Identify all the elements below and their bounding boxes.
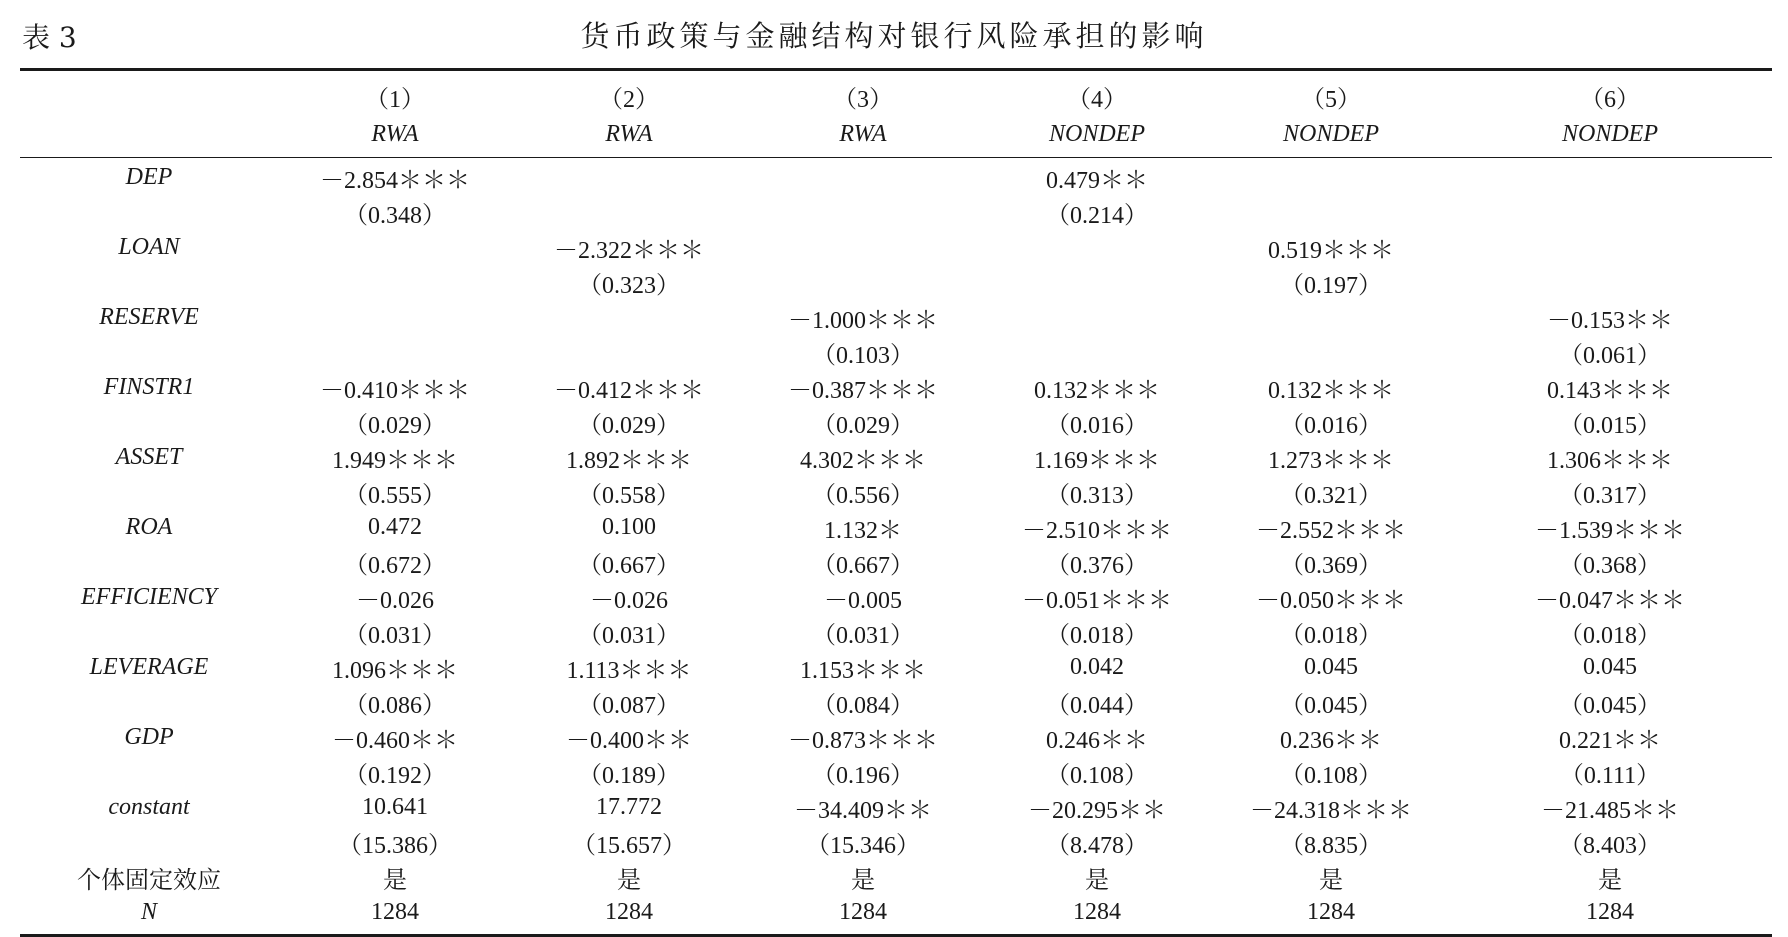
standard-error-cell: （0.111） (1559, 763, 1661, 789)
standard-error-cell: （0.667） (578, 553, 680, 579)
corner-cell (20, 70, 278, 116)
coefficient-cell: －2.322＊＊＊ (554, 238, 704, 264)
standard-error-cell: （0.061） (1559, 343, 1661, 369)
standard-error-cell: （0.103） (812, 343, 914, 369)
fixed-effects-cell: 是 (617, 868, 641, 894)
standard-error-cell: （0.045） (1559, 693, 1661, 719)
coefficient-cell: 1.949＊＊＊ (332, 448, 458, 474)
fixed-effects-row (20, 860, 1772, 895)
column-number: （2） (512, 70, 746, 116)
coefficient-cell: 4.302＊＊＊ (800, 448, 926, 474)
standard-error-cell: （0.321） (1280, 483, 1382, 509)
coefficient-cell (1448, 230, 1772, 265)
coefficient-cell: －1.000＊＊＊ (788, 308, 938, 334)
fixed-effects-cell: 是 (1598, 868, 1622, 894)
blank-cell (20, 545, 278, 580)
standard-error-cell: （0.018） (1046, 623, 1148, 649)
row-label: 个体固定效应 (77, 868, 221, 894)
standard-error-row (20, 195, 1772, 230)
variable-name: LOAN (118, 234, 180, 260)
coefficient-cell: 0.132＊＊＊ (1034, 378, 1160, 404)
standard-error-cell: （0.189） (578, 763, 680, 789)
coefficient-cell: －1.539＊＊＊ (1535, 518, 1685, 544)
standard-error-cell: （0.031） (812, 623, 914, 649)
standard-error-cell: （0.016） (1280, 413, 1382, 439)
coefficient-cell: －0.460＊＊ (332, 728, 458, 754)
coefficient-cell (980, 300, 1214, 335)
column-number: （5） (1214, 70, 1448, 116)
column-number: （3） (746, 70, 980, 116)
variable-name: EFFICIENCY (81, 584, 217, 610)
coefficient-row (20, 650, 1772, 685)
observations-cell: 1284 (1214, 895, 1448, 935)
variable-name: RESERVE (99, 304, 199, 330)
observations-cell: 1284 (980, 895, 1214, 935)
coefficient-cell: 1.169＊＊＊ (1034, 448, 1160, 474)
variable-name: DEP (125, 164, 173, 190)
coefficient-cell (512, 300, 746, 335)
coefficient-cell: 0.221＊＊ (1559, 728, 1661, 754)
variable-name: ROA (125, 514, 173, 540)
standard-error-cell: （0.018） (1559, 623, 1661, 649)
coefficient-cell: 0.132＊＊＊ (1268, 378, 1394, 404)
fixed-effects-cell: 是 (1319, 868, 1343, 894)
standard-error-cell: （8.835） (1280, 833, 1382, 859)
standard-error-cell (1448, 195, 1772, 230)
corner-cell (20, 115, 278, 158)
observations-row (20, 895, 1772, 935)
standard-error-cell: （0.108） (1280, 763, 1382, 789)
dependent-variable-row (20, 115, 1772, 158)
coefficient-cell: －0.153＊＊ (1547, 308, 1673, 334)
coefficient-cell: 0.143＊＊＊ (1547, 378, 1673, 404)
coefficient-cell: －0.051＊＊＊ (1022, 588, 1172, 614)
blank-cell (20, 195, 278, 230)
coefficient-cell (278, 300, 512, 335)
standard-error-cell: （0.045） (1280, 693, 1382, 719)
coefficient-cell: －2.552＊＊＊ (1256, 518, 1406, 544)
standard-error-cell: （0.044） (1046, 693, 1148, 719)
variable-name: LEVERAGE (89, 654, 209, 680)
blank-cell (20, 335, 278, 370)
standard-error-row (20, 825, 1772, 860)
standard-error-cell: （15.657） (572, 833, 686, 859)
coefficient-cell: 17.772 (596, 794, 662, 820)
coefficient-cell: 0.100 (602, 514, 656, 540)
coefficient-cell: 0.045 (1583, 654, 1637, 680)
coefficient-cell: －2.510＊＊＊ (1022, 518, 1172, 544)
standard-error-cell: （0.369） (1280, 553, 1382, 579)
coefficient-cell: －0.050＊＊＊ (1256, 588, 1406, 614)
coefficient-row (20, 300, 1772, 335)
dependent-variable: RWA (746, 115, 980, 158)
column-number: （1） (278, 70, 512, 116)
fixed-effects-cell: 是 (383, 868, 407, 894)
blank-cell (20, 405, 278, 440)
coefficient-cell: 1.096＊＊＊ (332, 658, 458, 684)
coefficient-cell (1214, 300, 1448, 335)
regression-table (20, 68, 1772, 937)
coefficient-cell: －0.005 (824, 588, 902, 614)
standard-error-cell: （0.015） (1559, 413, 1661, 439)
standard-error-cell: （8.403） (1559, 833, 1661, 859)
blank-cell (20, 475, 278, 510)
dependent-variable: NONDEP (1448, 115, 1772, 158)
standard-error-cell: （0.323） (578, 273, 680, 299)
standard-error-cell: （0.348） (344, 203, 446, 229)
coefficient-cell: 1.132＊ (824, 518, 902, 544)
coefficient-cell: －0.412＊＊＊ (554, 378, 704, 404)
standard-error-cell: （0.672） (344, 553, 446, 579)
standard-error-cell: （0.197） (1280, 273, 1382, 299)
standard-error-cell (512, 335, 746, 370)
standard-error-cell: （0.029） (344, 413, 446, 439)
standard-error-cell: （0.086） (344, 693, 446, 719)
coefficient-row (20, 790, 1772, 825)
standard-error-cell: （8.478） (1046, 833, 1148, 859)
standard-error-cell: （0.031） (344, 623, 446, 649)
standard-error-cell: （15.386） (338, 833, 452, 859)
coefficient-cell: －20.295＊＊ (1028, 798, 1166, 824)
table-title: 货币政策与金融结构对银行风险承担的影响 (580, 19, 1208, 53)
coefficient-row (20, 158, 1772, 196)
standard-error-cell: （0.087） (578, 693, 680, 719)
standard-error-cell: （0.317） (1559, 483, 1661, 509)
column-number: （4） (980, 70, 1214, 116)
standard-error-row (20, 405, 1772, 440)
blank-cell (20, 755, 278, 790)
standard-error-row (20, 685, 1772, 720)
standard-error-cell: （0.018） (1280, 623, 1382, 649)
fixed-effects-cell: 是 (1085, 868, 1109, 894)
standard-error-cell (512, 195, 746, 230)
variable-name: GDP (124, 724, 174, 750)
coefficient-cell: 0.236＊＊ (1280, 728, 1382, 754)
standard-error-row (20, 335, 1772, 370)
table-body (20, 158, 1772, 936)
coefficient-row (20, 370, 1772, 405)
standard-error-cell: （0.555） (344, 483, 446, 509)
coefficient-cell (512, 158, 746, 196)
coefficient-cell: －0.400＊＊ (566, 728, 692, 754)
column-number-row (20, 70, 1772, 116)
standard-error-cell: （0.368） (1559, 553, 1661, 579)
observations-cell: 1284 (746, 895, 980, 935)
coefficient-cell (980, 230, 1214, 265)
coefficient-cell: 1.113＊＊＊ (566, 658, 692, 684)
dependent-variable: NONDEP (1214, 115, 1448, 158)
standard-error-cell: （0.667） (812, 553, 914, 579)
standard-error-cell: （0.376） (1046, 553, 1148, 579)
dependent-variable: RWA (512, 115, 746, 158)
coefficient-cell: －24.318＊＊＊ (1250, 798, 1412, 824)
coefficient-cell: －34.409＊＊ (794, 798, 932, 824)
standard-error-cell: （0.558） (578, 483, 680, 509)
blank-cell (20, 825, 278, 860)
coefficient-cell: －0.873＊＊＊ (788, 728, 938, 754)
dependent-variable: RWA (278, 115, 512, 158)
standard-error-cell: （0.108） (1046, 763, 1148, 789)
coefficient-row (20, 440, 1772, 475)
standard-error-cell (980, 265, 1214, 300)
coefficient-cell: －0.026 (590, 588, 668, 614)
standard-error-cell: （0.192） (344, 763, 446, 789)
standard-error-row (20, 615, 1772, 650)
standard-error-cell: （0.313） (1046, 483, 1148, 509)
standard-error-cell (1214, 195, 1448, 230)
coefficient-row (20, 230, 1772, 265)
coefficient-cell (1214, 158, 1448, 196)
standard-error-row (20, 545, 1772, 580)
standard-error-row (20, 755, 1772, 790)
coefficient-cell: －0.387＊＊＊ (788, 378, 938, 404)
standard-error-cell (1214, 335, 1448, 370)
standard-error-cell: （0.084） (812, 693, 914, 719)
standard-error-cell (746, 195, 980, 230)
dependent-variable: NONDEP (980, 115, 1214, 158)
coefficient-cell: 1.306＊＊＊ (1547, 448, 1673, 474)
variable-name: FINSTR1 (103, 374, 195, 400)
blank-cell (20, 615, 278, 650)
table-label: 表 3 (22, 21, 77, 54)
observations-cell: 1284 (512, 895, 746, 935)
variable-name: ASSET (115, 444, 183, 470)
standard-error-row (20, 265, 1772, 300)
blank-cell (20, 265, 278, 300)
coefficient-cell (746, 158, 980, 196)
standard-error-cell: （0.031） (578, 623, 680, 649)
observations-cell: 1284 (1448, 895, 1772, 935)
coefficient-cell (1448, 158, 1772, 196)
standard-error-cell: （0.029） (812, 413, 914, 439)
row-label: N (20, 895, 278, 935)
observations-cell: 1284 (278, 895, 512, 935)
standard-error-cell: （15.346） (806, 833, 920, 859)
standard-error-cell (278, 265, 512, 300)
standard-error-cell (980, 335, 1214, 370)
coefficient-row (20, 510, 1772, 545)
standard-error-cell: （0.196） (812, 763, 914, 789)
coefficient-cell: 1.892＊＊＊ (566, 448, 692, 474)
coefficient-cell: 10.641 (362, 794, 428, 820)
standard-error-cell: （0.016） (1046, 413, 1148, 439)
coefficient-cell: －21.485＊＊ (1541, 798, 1679, 824)
coefficient-cell (746, 230, 980, 265)
coefficient-row (20, 580, 1772, 615)
coefficient-cell: 1.153＊＊＊ (800, 658, 926, 684)
blank-cell (20, 685, 278, 720)
coefficient-cell: 0.479＊＊ (1046, 168, 1148, 194)
coefficient-cell: 1.273＊＊＊ (1268, 448, 1394, 474)
coefficient-cell (278, 230, 512, 265)
fixed-effects-cell: 是 (851, 868, 875, 894)
coefficient-row (20, 720, 1772, 755)
coefficient-cell: 0.042 (1070, 654, 1124, 680)
standard-error-cell: （0.214） (1046, 203, 1148, 229)
coefficient-cell: 0.246＊＊ (1046, 728, 1148, 754)
coefficient-cell: 0.045 (1304, 654, 1358, 680)
coefficient-cell: 0.472 (368, 514, 422, 540)
column-number: （6） (1448, 70, 1772, 116)
standard-error-cell (746, 265, 980, 300)
standard-error-cell (1448, 265, 1772, 300)
table-header (0, 0, 1788, 68)
coefficient-cell: 0.519＊＊＊ (1268, 238, 1394, 264)
standard-error-cell: （0.029） (578, 413, 680, 439)
variable-name: constant (108, 794, 190, 820)
standard-error-cell: （0.556） (812, 483, 914, 509)
standard-error-row (20, 475, 1772, 510)
coefficient-cell: －2.854＊＊＊ (320, 168, 470, 194)
coefficient-cell: －0.026 (356, 588, 434, 614)
standard-error-cell (278, 335, 512, 370)
coefficient-cell: －0.410＊＊＊ (320, 378, 470, 404)
coefficient-cell: －0.047＊＊＊ (1535, 588, 1685, 614)
